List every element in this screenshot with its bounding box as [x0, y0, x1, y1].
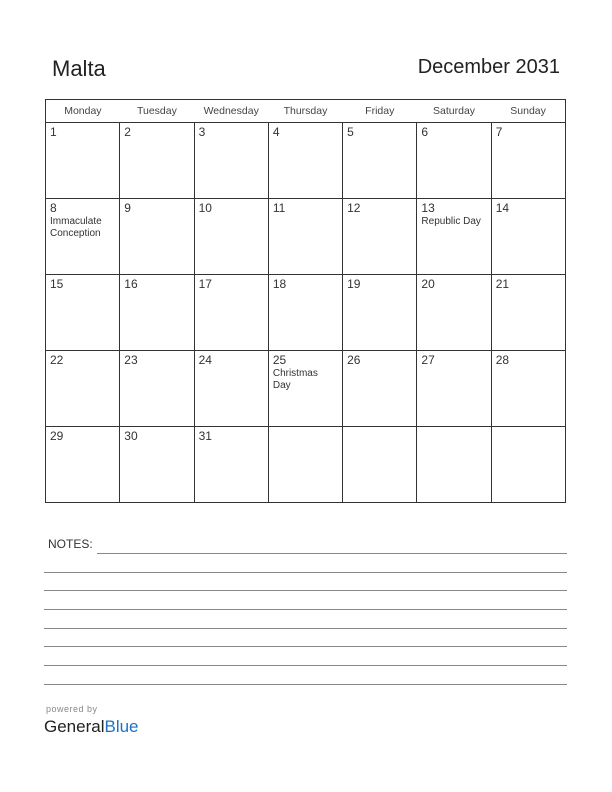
calendar-day-cell [46, 427, 120, 503]
holiday-label: Immaculate Conception [50, 216, 102, 239]
day-number: 12 [347, 201, 361, 215]
calendar-grid [45, 99, 566, 503]
day-number: 25 [272, 353, 287, 367]
day-number: 23 [124, 353, 138, 367]
calendar-week-row [46, 427, 566, 503]
calendar-day-cell [268, 275, 342, 351]
day-number: 26 [347, 353, 361, 367]
calendar-day-cell [120, 427, 194, 503]
calendar-day-cell [343, 199, 417, 275]
notes-line [44, 609, 567, 610]
holiday-label: Republic Day [421, 216, 481, 227]
calendar-day-cell [268, 123, 342, 199]
calendar-week-row [46, 351, 566, 427]
day-number: 29 [50, 429, 64, 443]
day-number: 13 [421, 201, 435, 215]
calendar-day-cell [268, 199, 342, 275]
day-number: 30 [124, 429, 138, 443]
day-number: 20 [421, 277, 435, 291]
weekday-header: Tuesday [120, 100, 194, 123]
calendar-day-cell [194, 275, 268, 351]
calendar-day-cell [417, 199, 491, 275]
calendar-day-cell [120, 123, 194, 199]
calendar-day-cell [491, 123, 565, 199]
day-number: 27 [421, 353, 435, 367]
calendar-week-row [46, 199, 566, 275]
notes-line [44, 665, 567, 666]
day-number: 16 [124, 277, 138, 291]
calendar-day-cell [491, 275, 565, 351]
calendar-day-cell [417, 123, 491, 199]
calendar-day-cell [417, 427, 491, 503]
brand-blue: Blue [104, 717, 139, 736]
notes-line [44, 590, 567, 591]
calendar-day-cell [46, 199, 120, 275]
calendar-day-cell [417, 275, 491, 351]
holiday-label: Christmas Day [272, 368, 318, 391]
calendar-day-cell [46, 123, 120, 199]
notes-line [44, 572, 567, 573]
brand-logo [44, 717, 139, 737]
day-number: 3 [198, 125, 206, 139]
day-number: 7 [495, 125, 503, 139]
brand-general: General [44, 717, 105, 736]
calendar-day-cell [491, 427, 565, 503]
powered-by-label: powered by [46, 704, 98, 714]
calendar-day-cell [194, 427, 268, 503]
day-number: 19 [347, 277, 361, 291]
weekday-header: Saturday [417, 100, 491, 123]
day-number: 21 [495, 277, 510, 291]
weekday-header: Thursday [268, 100, 342, 123]
day-number: 1 [50, 125, 57, 139]
weekday-header: Friday [343, 100, 417, 123]
calendar-day-cell [491, 351, 565, 427]
notes-line [44, 628, 567, 629]
notes-line [44, 646, 567, 647]
day-number: 8 [50, 201, 57, 215]
notes-label: NOTES: [48, 537, 93, 551]
notes-line [44, 684, 567, 685]
calendar-day-cell [120, 351, 194, 427]
day-number: 15 [50, 277, 64, 291]
day-number: 22 [50, 353, 64, 367]
day-number: 6 [421, 125, 429, 139]
calendar-month-year: December 2031 [417, 56, 560, 78]
day-number: 28 [495, 353, 510, 367]
day-number: 17 [198, 277, 212, 291]
day-number: 24 [198, 353, 212, 367]
day-number: 2 [124, 125, 131, 139]
calendar-day-cell [46, 351, 120, 427]
calendar-day-cell [120, 275, 194, 351]
calendar-day-cell [343, 275, 417, 351]
weekday-header: Sunday [491, 100, 565, 123]
calendar-day-cell [194, 123, 268, 199]
calendar-day-cell [194, 351, 268, 427]
calendar-day-cell [194, 199, 268, 275]
calendar-week-row [46, 123, 566, 199]
calendar-day-cell [46, 275, 120, 351]
calendar-day-cell [268, 427, 342, 503]
calendar-week-row [46, 275, 566, 351]
weekday-header: Monday [46, 100, 120, 123]
weekday-header-row [46, 100, 566, 123]
day-number: 10 [198, 201, 212, 215]
day-number: 4 [272, 125, 280, 139]
calendar-day-cell [343, 427, 417, 503]
day-number: 5 [347, 125, 354, 139]
weekday-header: Wednesday [194, 100, 268, 123]
calendar-day-cell [417, 351, 491, 427]
day-number: 18 [272, 277, 287, 291]
day-number: 11 [272, 201, 286, 215]
calendar-country: Malta [52, 56, 106, 81]
notes-line [97, 553, 567, 554]
day-number: 31 [198, 429, 212, 443]
day-number: 9 [124, 201, 131, 215]
calendar-day-cell [120, 199, 194, 275]
calendar-day-cell [343, 123, 417, 199]
day-number: 14 [495, 201, 510, 215]
calendar-day-cell [268, 351, 342, 427]
calendar-day-cell [343, 351, 417, 427]
calendar-day-cell [491, 199, 565, 275]
